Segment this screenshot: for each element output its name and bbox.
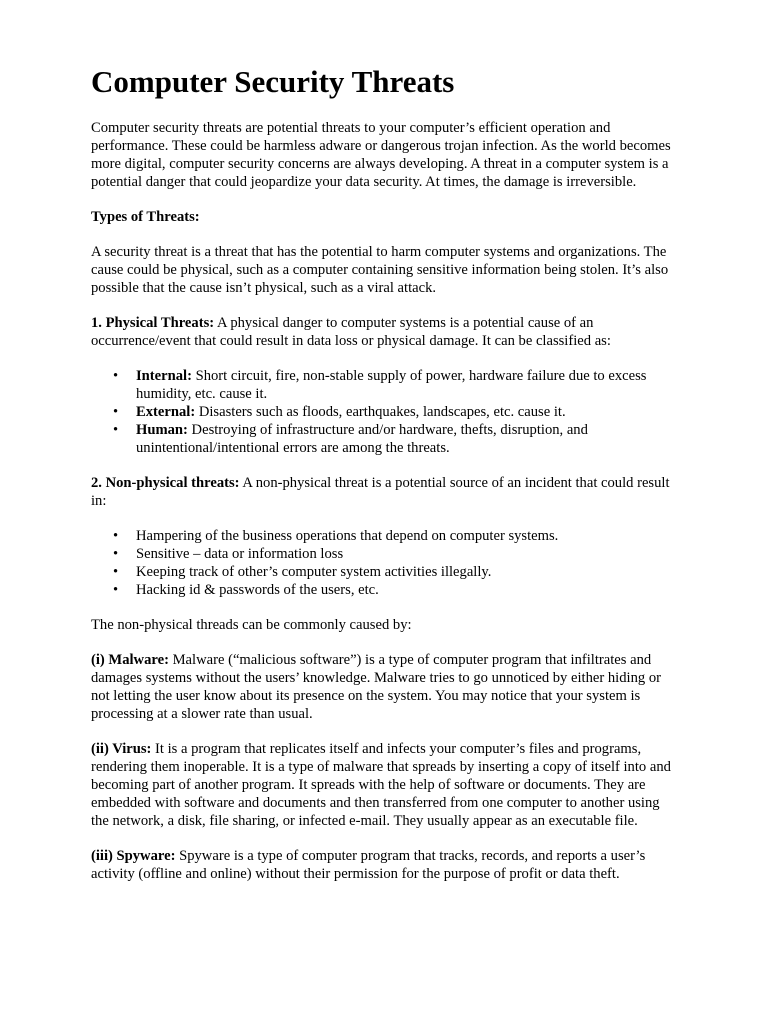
- list-item: [113, 581, 678, 599]
- bullet-icon: •: [113, 368, 119, 384]
- list-item-text: Destroying of infrastructure and/or hardware, thefts, disruption, and unintentional/intentional errors are among the threats.: [136, 422, 588, 456]
- list-item: [113, 403, 678, 421]
- bullet-icon: •: [113, 422, 119, 438]
- list-item-text: Keeping track of other’s computer system activities illegally.: [136, 564, 492, 580]
- spyware-paragraph: [91, 847, 678, 883]
- nonphysical-threats-list: [91, 527, 678, 599]
- list-item-text: Sensitive – data or information loss: [136, 546, 344, 562]
- nonphysical-threats-text: A non-physical threat is a potential source of an incident that could result in:: [91, 475, 670, 509]
- intro-paragraph: Computer security threats are potential threats to your computer’s efficient operation and performance. These could be harmless adware or dangerous trojan infection. As the world becomes more digital, computer security concerns are always developing. A threat in a computer system is a potential danger that could jeopardize your data security. At times, the damage is irreversible.: [91, 120, 671, 190]
- page-title: Computer Security Threats: [91, 64, 455, 99]
- physical-threats-paragraph: [91, 314, 678, 350]
- list-item: [113, 545, 678, 563]
- list-item-text: Short circuit, fire, non-stable supply of power, hardware failure due to excess humidity, etc. cause it.: [136, 368, 647, 402]
- bullet-icon: •: [113, 564, 119, 580]
- virus-paragraph: [91, 740, 678, 830]
- bullet-icon: •: [113, 582, 119, 598]
- nonphysical-threats-label: 2. Non-physical threats:: [91, 475, 240, 491]
- list-item-text: Disasters such as floods, earthquakes, landscapes, etc. cause it.: [195, 404, 566, 420]
- bullet-icon: •: [113, 546, 119, 562]
- virus-text: It is a program that replicates itself and infects your computer’s files and programs, rendering them inoperable. It is a type of malware that spreads by inserting a copy of itself into and becoming part of another program. It spreads with the help of software or documents. They are embedded with software and documents and then transferred from one computer to another using the network, a disk, file sharing, or infected e-mail. They usually appear as an executable file.: [91, 741, 671, 829]
- physical-threats-label: 1. Physical Threats:: [91, 315, 215, 331]
- bullet-icon: •: [113, 404, 119, 420]
- bullet-icon: •: [113, 528, 119, 544]
- types-heading-text: Types of Threats:: [91, 209, 200, 225]
- malware-label: (i) Malware:: [91, 652, 169, 668]
- list-item: [113, 563, 678, 581]
- list-item: [113, 421, 678, 457]
- list-item-label: Human:: [136, 422, 188, 438]
- types-heading: [91, 208, 678, 226]
- types-paragraph: A security threat is a threat that has the potential to harm computer systems and organizations. The cause could be physical, such as a computer containing sensitive information being stolen. It’s also possible that the cause isn’t physical, such as a viral attack.: [91, 244, 669, 296]
- spyware-text: Spyware is a type of computer program that tracks, records, and reports a user’s activity (offline and online) without their permission for the purpose of profit or data theft.: [91, 848, 646, 882]
- list-item: [113, 367, 678, 403]
- list-item-text: Hacking id & passwords of the users, etc.: [136, 582, 379, 598]
- list-item: [113, 527, 678, 545]
- list-item-text: Hampering of the business operations that depend on computer systems.: [136, 528, 559, 544]
- causes-intro-paragraph: The non-physical threads can be commonly caused by:: [91, 617, 412, 633]
- virus-label: (ii) Virus:: [91, 741, 152, 757]
- malware-paragraph: [91, 651, 678, 723]
- list-item-label: Internal:: [136, 368, 192, 384]
- list-item-label: External:: [136, 404, 196, 420]
- physical-threats-text: A physical danger to computer systems is a potential cause of an occurrence/event that could result in data loss or physical damage. It can be classified as:: [91, 315, 611, 349]
- spyware-label: (iii) Spyware:: [91, 848, 176, 864]
- physical-threats-list: [91, 367, 678, 457]
- nonphysical-threats-paragraph: [91, 474, 678, 510]
- malware-text: Malware (“malicious software”) is a type of computer program that infiltrates and damages systems without the users’ knowledge. Malware tries to go unnoticed by either hiding or not letting the user know about its presence on the system. You may notice that your system is processing at a slower rate than usual.: [91, 652, 661, 722]
